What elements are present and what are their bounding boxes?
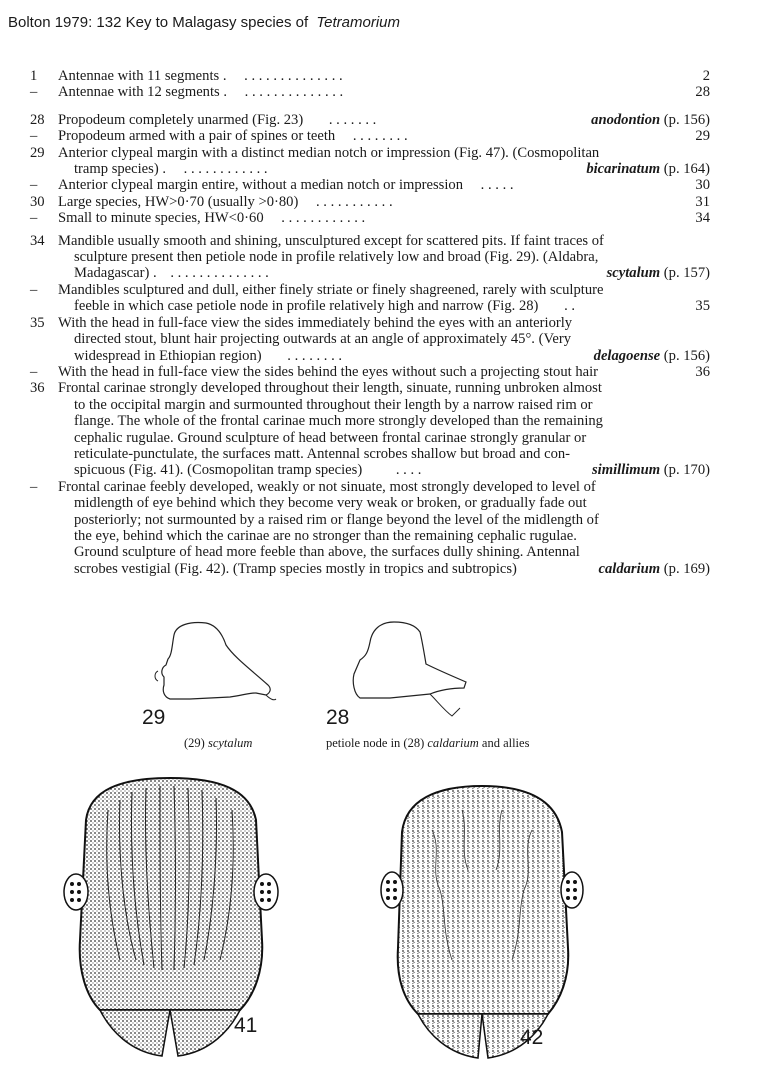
couplet-text: Propodeum armed with a pair of spines or teeth — [58, 128, 336, 145]
couplet-number: – — [30, 478, 38, 495]
leader-dots: . . — [564, 298, 576, 315]
couplet-text: tramp species) . — [74, 161, 166, 178]
species-name: scytalum — [606, 265, 661, 282]
leader-dots: . . . . . . . . — [352, 128, 408, 145]
caption-species: scytalum — [207, 736, 253, 750]
couplet-34a — [30, 233, 710, 282]
couplet-30b — [30, 210, 710, 226]
couplet-number: – — [30, 84, 38, 101]
leader-dots: . . . . . . . . . . . . . . — [170, 265, 269, 282]
figure-29-number: 29 — [142, 706, 166, 729]
leader-dots: . . . . . . . . — [287, 347, 343, 364]
species-name: delagoense — [593, 347, 661, 364]
figure-28-caption — [326, 736, 529, 751]
couplet-text: Anterior clypeal margin with a distinct median notch or impression (Fig. 47). (Cosmopolitan — [58, 144, 600, 161]
couplet-36b — [30, 479, 710, 577]
couplet-30a — [30, 194, 710, 210]
couplet-number: 28 — [30, 111, 45, 128]
leader-dots: . . . . . . . . . . . . — [183, 161, 268, 178]
page-ref: (p. 164) — [663, 161, 710, 178]
couplet-number: 35 — [30, 314, 45, 331]
couplet-number: 29 — [30, 144, 45, 161]
couplet-28a — [30, 112, 710, 128]
header-genus: Tetramorium — [316, 14, 401, 31]
couplet-number: – — [30, 281, 38, 298]
figure-28-number: 28 — [326, 706, 350, 729]
couplet-number: – — [30, 177, 38, 194]
couplet-number: – — [30, 363, 38, 380]
couplet-number: 30 — [30, 193, 45, 210]
figure-29-caption — [184, 736, 252, 751]
caption-text: (29) — [184, 736, 205, 750]
couplet-text: Ground sculpture of head more feeble than above, the surfaces dully shining. Antennal — [74, 544, 580, 561]
couplet-29a — [30, 145, 710, 178]
couplet-text: Propodeum completely unarmed (Fig. 23) — [58, 111, 304, 128]
couplet-text: sculpture present then petiole node in profile relatively low and broad (Fig. 29). (Aldabra, — [74, 249, 599, 266]
couplet-target: 29 — [695, 128, 710, 145]
couplet-text: posteriorly; not surmounted by a raised rim or flange beyond the level of the midlength of — [74, 511, 599, 528]
leader-dots: . . . . . — [480, 177, 514, 194]
species-name: bicarinatum — [586, 161, 661, 178]
couplet-text: Anterior clypeal margin entire, without a median notch or impression — [58, 177, 464, 194]
couplet-target: 34 — [695, 210, 710, 227]
couplet-text: to the occipital margin and surmounted throughout their length by a narrow raised rim or — [74, 396, 593, 413]
couplet-target: 30 — [695, 177, 710, 194]
figure-41-number: 41 — [234, 1014, 258, 1037]
couplet-36a — [30, 380, 710, 478]
couplet-text: Madagascar) . — [74, 265, 157, 282]
figure-42-number: 42 — [520, 1026, 544, 1049]
species-name: anodontion — [591, 111, 661, 128]
couplet-text: Small to minute species, HW<0·60 — [58, 210, 264, 227]
leader-dots: . . . . . . . — [328, 111, 377, 128]
couplet-text: flange. The whole of the frontal carinae much more strongly developed than the remaining — [74, 413, 603, 430]
page-header — [8, 14, 400, 31]
couplet-text: Frontal carinae feebly developed, weakly or not sinuate, most strongly developed to level of — [58, 478, 596, 495]
couplet-text: Large species, HW>0·70 (usually >0·80) — [58, 193, 299, 210]
header-title: Bolton 1979: 132 Key to Malagasy species of — [8, 14, 309, 31]
species-name: simillimum — [592, 462, 661, 479]
page-ref: (p. 156) — [663, 347, 710, 364]
caption-text: petiole node in (28) — [326, 736, 425, 750]
couplet-target: 28 — [695, 84, 710, 101]
couplet-number: 36 — [30, 380, 45, 397]
couplet-target: 2 — [702, 68, 710, 84]
page-ref: (p. 170) — [663, 462, 710, 479]
couplet-34b — [30, 282, 710, 315]
couplet-target: 31 — [695, 193, 710, 210]
page-ref: (p. 156) — [663, 111, 710, 128]
couplet-1a — [30, 68, 710, 84]
figure-29-petiole-outline — [150, 615, 290, 725]
couplet-text: reticulate-punctulate, the surfaces matt. Antennal scrobes shallow but broad and con- — [74, 445, 571, 462]
couplet-text: With the head in full-face view the sides behind the eyes without such a projecting stout hair — [58, 363, 599, 380]
couplet-text: spicuous (Fig. 41). (Cosmopolitan tramp species) — [74, 462, 363, 479]
couplet-text: Frontal carinae strongly developed throughout their length, sinuate, running unbroken almost — [58, 380, 602, 397]
caption-text: and allies — [481, 736, 530, 750]
couplet-text: widespread in Ethiopian region) — [74, 347, 262, 364]
couplet-text: feeble in which case petiole node in profile relatively high and narrow (Fig. 28) — [74, 298, 539, 315]
couplet-number: – — [30, 128, 38, 145]
leader-dots: . . . . . . . . . . . . — [281, 210, 366, 227]
couplet-text: the eye, behind which the carinae are no stronger than the remaining cephalic rugulae. — [74, 527, 577, 544]
couplet-text: cephalic rugulae. Ground sculpture of head between frontal carinae strongly granular or — [74, 429, 587, 446]
couplet-1b — [30, 84, 710, 100]
leader-dots: . . . . . . . . . . . . . . — [244, 68, 343, 84]
couplet-text: Mandibles sculptured and dull, either finely striate or finely shagreened, rarely with sculpture — [58, 281, 604, 298]
couplet-target: 35 — [695, 298, 710, 315]
couplet-text: With the head in full-face view the sides immediately behind the eyes with an anteriorly — [58, 314, 573, 331]
leader-dots: . . . . — [395, 462, 422, 479]
couplet-35a — [30, 315, 710, 364]
couplet-28b — [30, 128, 710, 144]
leader-dots: . . . . . . . . . . . — [315, 193, 393, 210]
figure-42-head-illustration — [372, 770, 592, 1060]
couplet-target: 36 — [695, 363, 710, 380]
couplet-text: Antennae with 12 segments . — [58, 84, 228, 101]
page-ref: (p. 157) — [663, 265, 710, 282]
couplet-text: midlength of eye behind which they become very weak or broken, or gradually fade out — [74, 495, 587, 512]
couplet-number: 34 — [30, 232, 45, 249]
leader-dots: . . . . . . . . . . . . . . — [244, 84, 344, 101]
couplet-text: Mandible usually smooth and shining, unsculptured except for scattered pits. If faint traces of — [58, 232, 604, 249]
species-name: caldarium — [598, 560, 661, 577]
caption-species: caldarium — [427, 736, 479, 750]
couplet-29b — [30, 177, 710, 193]
couplet-number: – — [30, 210, 38, 227]
couplet-text: directed stout, blunt hair projecting outwards at an angle of approximately 45°. (Very — [74, 331, 572, 348]
couplet-35b — [30, 364, 710, 380]
identification-key — [30, 68, 710, 577]
couplet-text: Antennae with 11 segments . — [58, 68, 227, 84]
page-ref: (p. 169) — [663, 560, 710, 577]
couplet-text: scrobes vestigial (Fig. 42). (Tramp species mostly in tropics and subtropics) — [74, 560, 517, 577]
couplet-number: 1 — [30, 68, 38, 84]
